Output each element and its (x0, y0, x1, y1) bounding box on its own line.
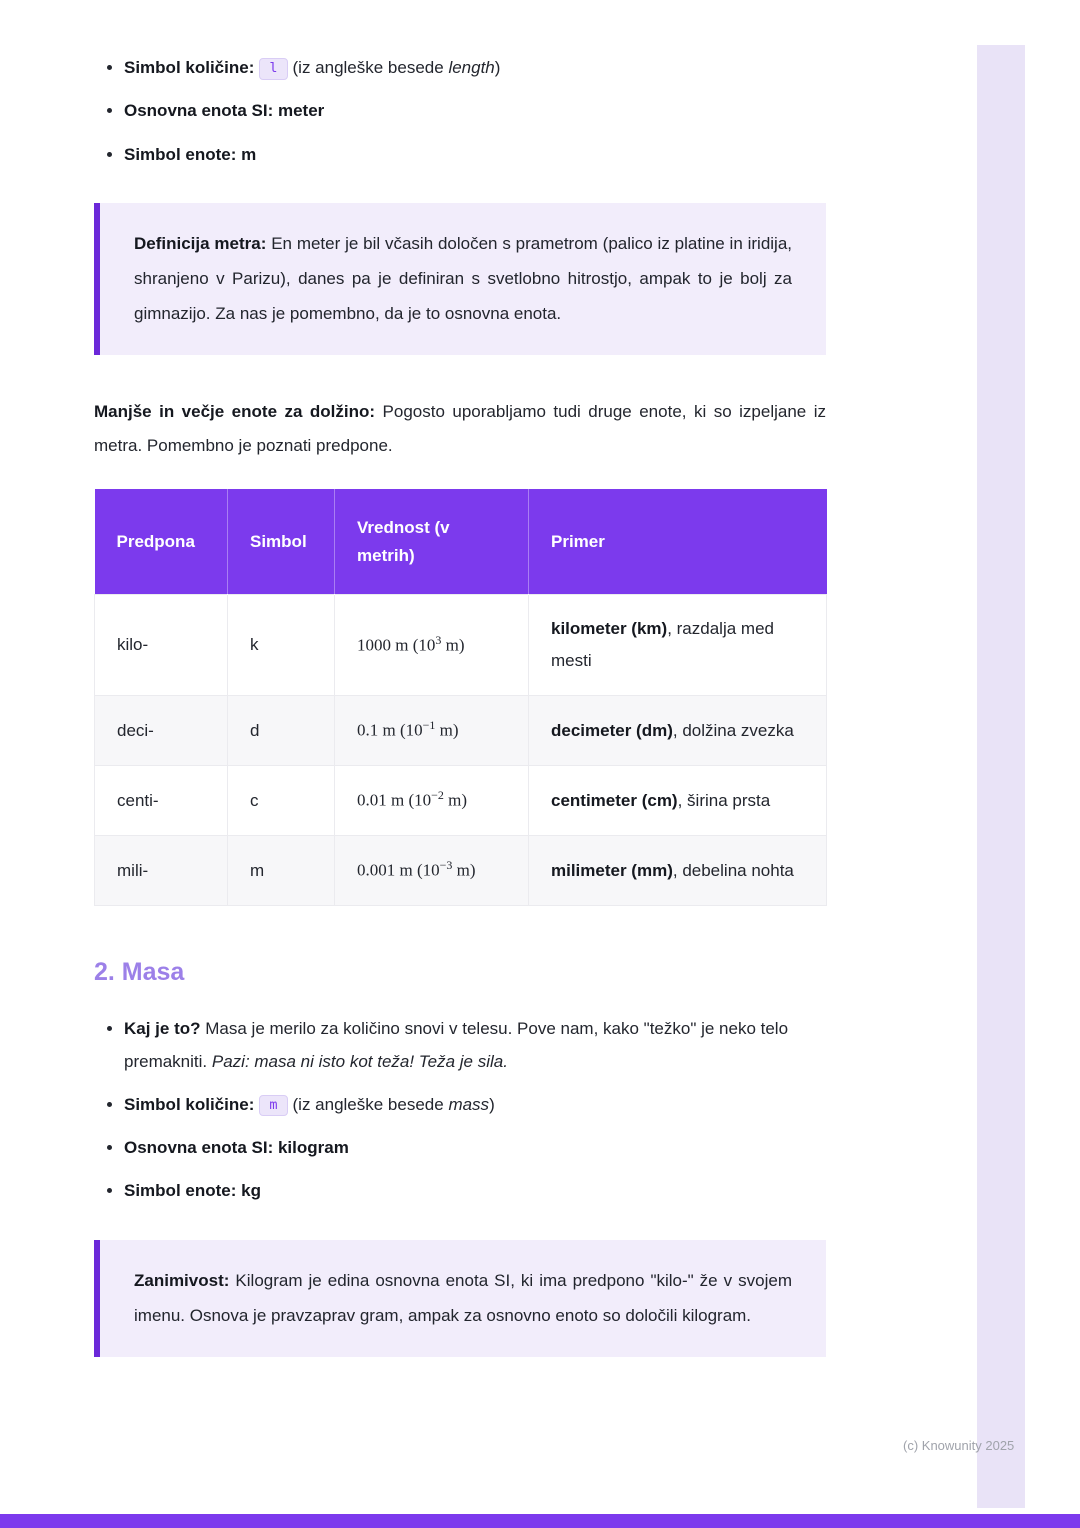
cell-simbol: c (228, 766, 335, 836)
bullet-label: Simbol enote: kg (124, 1181, 261, 1201)
primer-bold: milimeter (mm) (551, 860, 673, 880)
math-exponent: −2 (431, 788, 444, 803)
col-header-primer: Primer (529, 489, 827, 594)
primer-text: , razdalja med mesti (551, 618, 774, 671)
definition-callout (94, 203, 826, 356)
list-item-simbol-enote (124, 1175, 826, 1207)
list-item-symbol-kolicine (124, 1089, 826, 1121)
list-item-symbol-kolicine (124, 52, 826, 84)
bullet-text: (iz angleške besede (292, 1094, 449, 1114)
paragraph-label: Manjše in večje enote za dolžino: (94, 402, 376, 422)
bullet-italic-note: Pazi: masa ni isto kot teža! Teža je sila. (211, 1051, 508, 1071)
bullet-text: ) (489, 1094, 495, 1114)
col-header-predpona: Predpona (95, 489, 228, 594)
bullet-italic-word: mass (448, 1094, 490, 1114)
callout-label: Zanimivost: (134, 1270, 230, 1290)
bullet-text: Masa je merilo za količino snovi v telesu. Pove nam, kako "težko" je neko telo premakniti. (124, 1019, 789, 1071)
col-header-simbol: Simbol (228, 489, 335, 594)
bullet-label: Osnovna enota SI: meter (124, 101, 325, 121)
primer-text: , širina prsta (677, 790, 771, 810)
prefix-table (94, 489, 827, 906)
bullet-label: Kaj je to? (124, 1019, 201, 1039)
mass-bullet-list (94, 1013, 826, 1207)
cell-predpona: deci- (95, 696, 228, 766)
watermark: (c) Knowunity 2025 (903, 1438, 1015, 1453)
table-row-kilo (95, 594, 827, 696)
table-row-centi (95, 766, 827, 836)
math-base: 0.01 m (10 (357, 791, 432, 810)
bullet-italic-word: length (448, 58, 495, 77)
cell-vrednost (335, 766, 529, 836)
cell-primer (529, 594, 827, 696)
primer-bold: centimeter (cm) (551, 790, 678, 810)
cell-simbol: d (228, 696, 335, 766)
section-heading-masa: 2. Masa (94, 958, 185, 987)
cell-predpona: kilo- (95, 594, 228, 696)
bullet-label: Simbol količine: (124, 58, 255, 77)
cell-vrednost (335, 594, 529, 696)
primer-bold: kilometer (km) (551, 618, 668, 638)
intro-paragraph (94, 395, 826, 463)
table-row-deci (95, 696, 827, 766)
cell-primer (529, 696, 827, 766)
table-header-row (95, 489, 827, 594)
list-item-simbol-enote (124, 139, 826, 171)
cell-simbol: m (228, 836, 335, 906)
primer-text: , dolžina zvezka (672, 720, 794, 740)
bullet-text: (iz angleške besede (292, 58, 449, 77)
cell-primer (529, 836, 827, 906)
cell-primer (529, 766, 827, 836)
primer-bold: decimeter (dm) (551, 720, 673, 740)
math-exponent: −1 (422, 718, 436, 733)
primer-text: , debelina nohta (672, 860, 794, 880)
bullet-label: Simbol količine: (124, 1094, 255, 1114)
code-chip-l: l (259, 58, 287, 80)
col-header-vrednost: Vrednost (v metrih) (335, 489, 529, 594)
list-item-osnovna-enota (124, 95, 826, 127)
list-item-kaj-je-to (124, 1013, 826, 1078)
cell-vrednost (335, 696, 529, 766)
math-exponent: 3 (435, 632, 442, 647)
code-chip-m: m (259, 1095, 287, 1117)
math-suffix: m) (435, 721, 459, 741)
math-exponent: −3 (439, 858, 453, 873)
callout-text: Kilogram je edina osnovna enota SI, ki ima predpono "kilo-" že v svojem imenu. Osnova je pravzaprav gram, ampak za osnovno enoto so določili kilogram. (134, 1270, 792, 1325)
fact-callout (94, 1240, 826, 1358)
math-base: 0.1 m (10 (357, 721, 423, 741)
math-base: 1000 m (10 (357, 635, 436, 655)
page-content (94, 52, 826, 1357)
math-suffix: m) (452, 860, 476, 880)
table-row-mili (95, 836, 827, 906)
bullet-label: Simbol enote: m (124, 144, 257, 164)
cell-predpona: mili- (95, 836, 228, 906)
math-suffix: m) (443, 791, 468, 810)
cell-predpona: centi- (95, 766, 228, 836)
list-item-osnovna-enota (124, 1132, 826, 1164)
length-bullet-list (94, 52, 826, 171)
page-side-strip (977, 45, 1025, 1508)
bullet-text: ) (494, 58, 501, 77)
bottom-accent-bar (0, 1514, 1080, 1528)
math-suffix: m) (441, 635, 465, 655)
cell-vrednost (335, 836, 529, 906)
cell-simbol: k (228, 594, 335, 696)
callout-label: Definicija metra: (134, 233, 267, 253)
bullet-label: Osnovna enota SI: kilogram (124, 1138, 349, 1158)
paragraph-text: Pogosto uporabljamo tudi druge enote, ki so izpeljane iz metra. Pomembno je poznati predpone. (94, 402, 826, 456)
callout-text: En meter je bil včasih določen s prametrom (palico iz platine in iridija, shranjeno v Parizu), danes pa je definiran s svetlobno hitrostjo, ampak to je bolj za gimnazijo. Za nas je pomembno, da je to osnovna enota. (134, 233, 793, 323)
math-base: 0.001 m (10 (357, 860, 440, 880)
